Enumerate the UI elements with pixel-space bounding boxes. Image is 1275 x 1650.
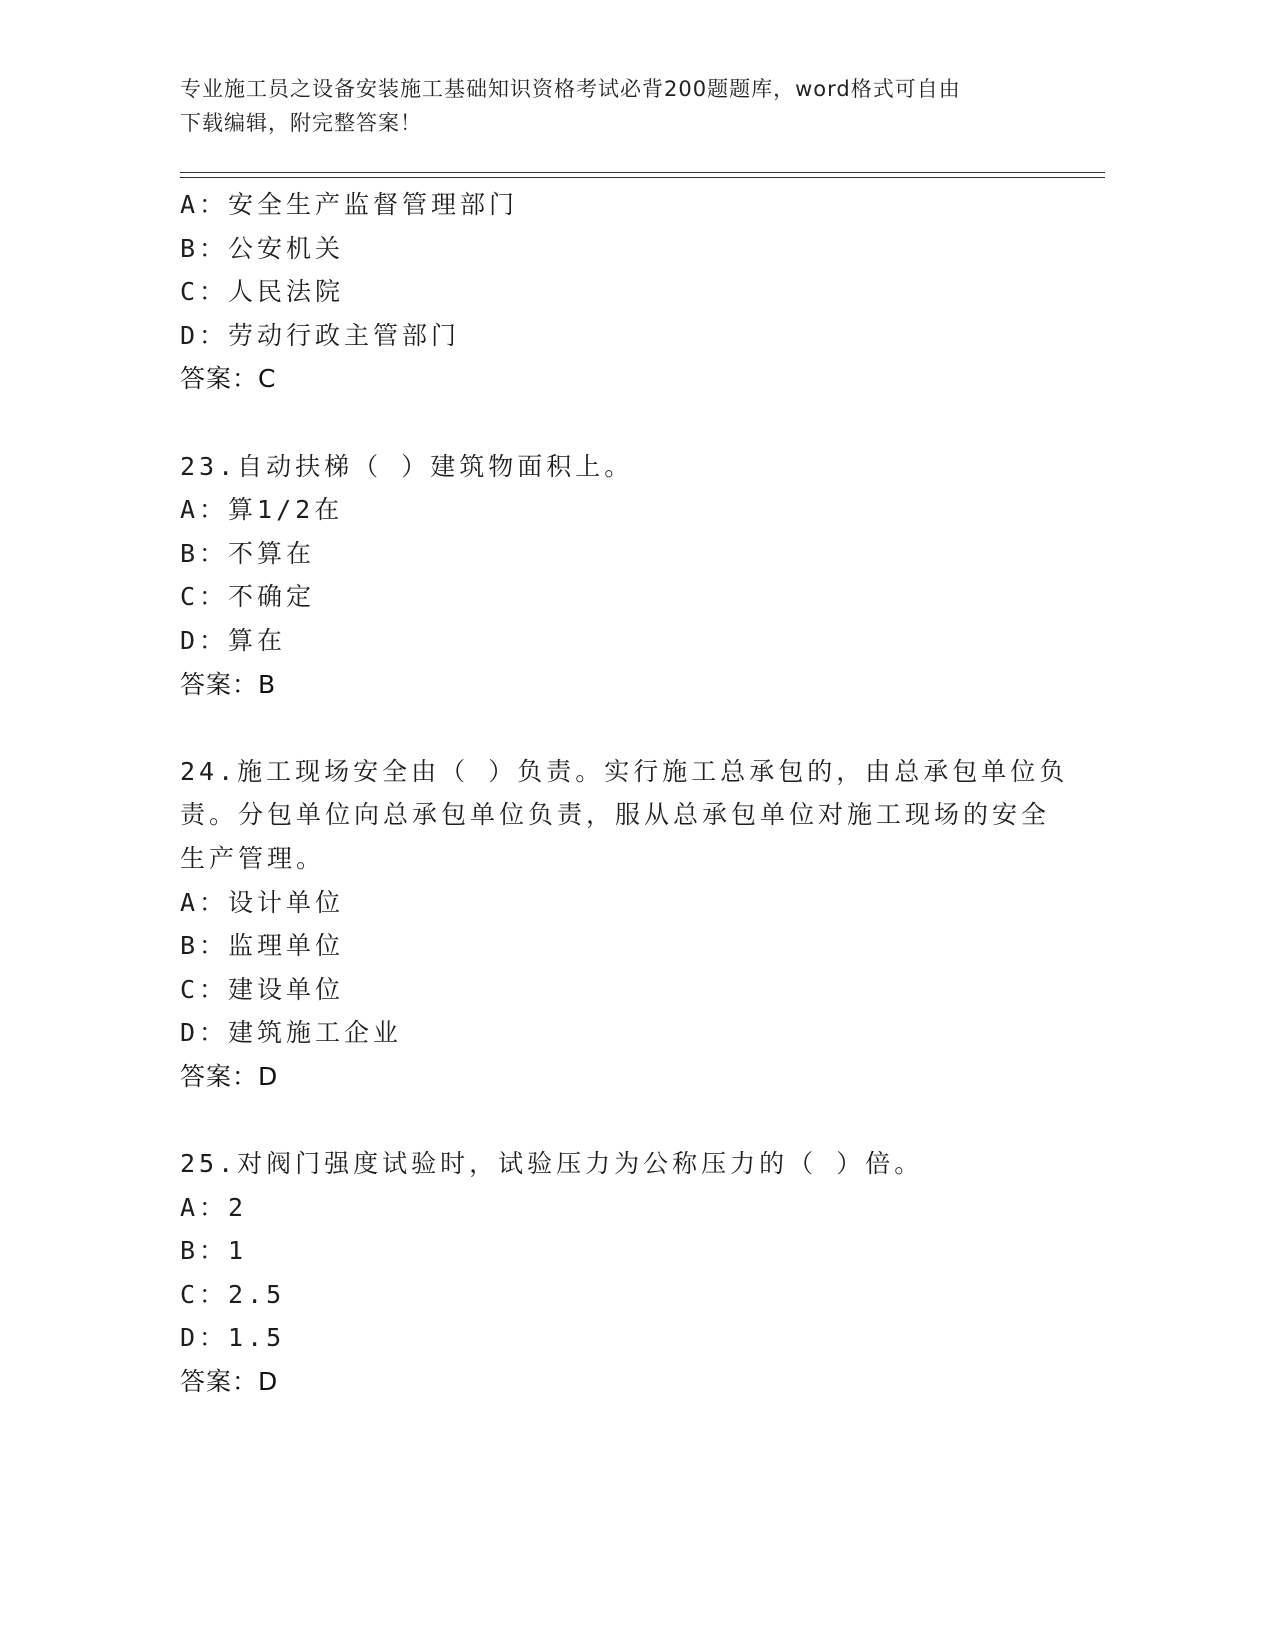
question-stem: 23.自动扶梯（ ）建筑物面积上。 bbox=[180, 451, 634, 481]
question-stem-line-2: 责。分包单位向总承包单位负责，服从总承包单位对施工现场的安全 bbox=[180, 800, 1051, 830]
answer-label: 答案：D bbox=[180, 1367, 279, 1397]
answer-label: 答案：C bbox=[180, 364, 277, 394]
question-stem-line-3: 生产管理。 bbox=[180, 843, 326, 873]
option-d: D：1.5 bbox=[180, 1323, 286, 1353]
option-a: A：安全生产监督管理部门 bbox=[180, 190, 519, 219]
option-d: D：算在 bbox=[180, 625, 287, 655]
option-b: B：1 bbox=[180, 1236, 248, 1266]
document-header bbox=[180, 72, 1040, 140]
option-a: A：算1/2在 bbox=[180, 495, 344, 525]
option-d: D：劳动行政主管部门 bbox=[180, 320, 461, 350]
option-b: B：监理单位 bbox=[180, 931, 345, 961]
question-list bbox=[180, 183, 1069, 1404]
answer-label: 答案：D bbox=[180, 1061, 279, 1091]
question-23 bbox=[180, 445, 1060, 707]
option-a: A：2 bbox=[180, 1192, 248, 1222]
question-stem-line-1: 24.施工现场安全由（ ）负责。实行施工总承包的，由总承包单位负 bbox=[180, 756, 1069, 786]
option-b: B：不算在 bbox=[180, 538, 316, 568]
answer-label: 答案：B bbox=[180, 669, 277, 699]
spacer bbox=[180, 401, 1060, 445]
spacer bbox=[180, 1098, 1060, 1142]
option-c: C：2.5 bbox=[180, 1279, 286, 1309]
header-rule-bottom bbox=[180, 177, 1105, 178]
option-b: B：公安机关 bbox=[180, 233, 345, 263]
question-25 bbox=[180, 1142, 1060, 1404]
header-title-line-1: 专业施工员之设备安装施工基础知识资格考试必背200题题库，word格式可自由 bbox=[180, 77, 961, 101]
question-stem: 25.对阀门强度试验时，试验压力为公称压力的（ ）倍。 bbox=[180, 1149, 924, 1179]
option-c: C：不确定 bbox=[180, 582, 316, 612]
header-rule-top bbox=[180, 172, 1105, 173]
option-c: C：建设单位 bbox=[180, 974, 345, 1004]
option-c: C：人民法院 bbox=[180, 277, 345, 307]
question-24 bbox=[180, 750, 1069, 1099]
header-title-line-2: 下载编辑，附完整答案！ bbox=[180, 111, 422, 135]
option-a: A：设计单位 bbox=[180, 887, 345, 917]
option-d: D：建筑施工企业 bbox=[180, 1018, 403, 1048]
spacer bbox=[180, 706, 1060, 750]
question-22 bbox=[180, 183, 1060, 401]
